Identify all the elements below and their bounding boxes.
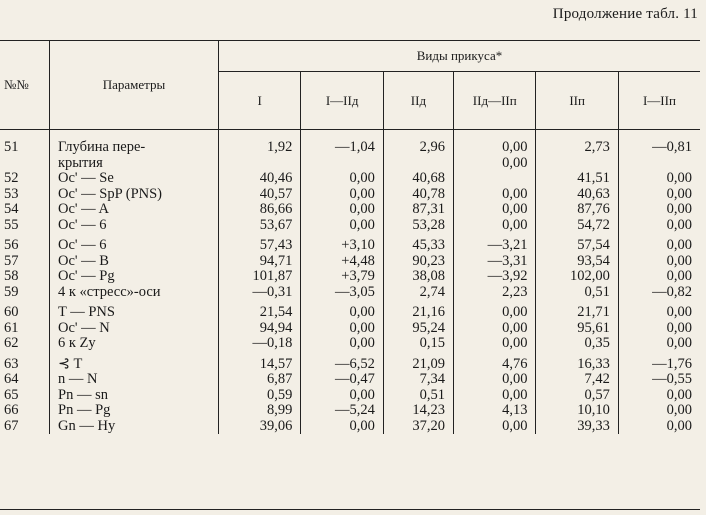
row-value-col6: 0,00	[618, 202, 700, 218]
row-value-col5: 102,00	[536, 269, 618, 285]
row-parameter: Oc' — 6	[50, 233, 219, 254]
row-value-col1: 14,57	[219, 352, 301, 373]
row-value-col2: 0,00	[301, 218, 383, 234]
row-value-col1	[219, 156, 301, 172]
row-value-col4: —3,92	[454, 269, 536, 285]
table-row	[0, 202, 700, 218]
table-row	[0, 388, 700, 404]
row-number: 51	[4, 139, 19, 155]
row-value-col6: 0,00	[618, 233, 700, 254]
row-value-col6: —0,55	[618, 372, 700, 388]
row-number: 65	[4, 386, 19, 403]
row-value-col1: 94,71	[219, 254, 301, 270]
row-value-col5: 57,54	[536, 233, 618, 254]
row-parameter: Oc' — B	[50, 254, 219, 270]
row-value-col2: —1,04	[301, 130, 383, 156]
row-value-col6	[618, 156, 700, 172]
row-value-col1: 86,66	[219, 202, 301, 218]
row-value-col1: 21,54	[219, 300, 301, 321]
table-row	[0, 419, 700, 435]
row-value-col4: 0,00	[454, 419, 536, 435]
row-parameter: 4 к «стресс»-оси	[50, 285, 219, 301]
row-value-col4: 2,23	[454, 285, 536, 301]
row-value-col5: 10,10	[536, 403, 618, 419]
row-number	[0, 156, 50, 172]
row-value-col5: 95,61	[536, 321, 618, 337]
row-value-col6: 0,00	[618, 403, 700, 419]
row-number: 61	[4, 319, 19, 336]
row-value-col5: 16,33	[536, 352, 618, 373]
row-value-col6: 0,00	[618, 300, 700, 321]
row-value-col2: 0,00	[301, 300, 383, 321]
table-caption: Продолжение табл. 11	[552, 6, 698, 22]
row-value-col5: 0,35	[536, 336, 618, 352]
table-bottom-rule	[0, 509, 700, 510]
row-value-col2: —3,05	[301, 285, 383, 301]
row-value-col2: 0,00	[301, 202, 383, 218]
table-row	[0, 254, 700, 270]
table-row	[0, 156, 700, 172]
parameters-table	[0, 40, 700, 434]
row-number: 62	[4, 335, 19, 351]
table-row	[0, 372, 700, 388]
row-value-col4: —3,21	[454, 233, 536, 254]
row-value-col5	[536, 156, 618, 172]
table-row	[0, 285, 700, 301]
row-value-col3: 95,24	[383, 321, 453, 337]
table-row	[0, 336, 700, 352]
row-parameter: Глубина пере-	[50, 130, 219, 156]
row-value-col3: 14,23	[383, 403, 453, 419]
row-value-col3: 2,96	[383, 130, 453, 156]
row-value-col6: 0,00	[618, 388, 700, 404]
table-row	[0, 218, 700, 234]
row-value-col6: 0,00	[618, 187, 700, 203]
row-value-col1: 8,99	[219, 403, 301, 419]
row-value-col4: 0,00	[454, 388, 536, 404]
row-value-col4: 0,00	[454, 130, 536, 156]
row-value-col5: 93,54	[536, 254, 618, 270]
row-value-col2: —5,24	[301, 403, 383, 419]
row-value-col6: 0,00	[618, 321, 700, 337]
row-parameter: n — N	[50, 372, 219, 388]
row-value-col4: 0,00	[454, 156, 536, 172]
row-value-col5: 21,71	[536, 300, 618, 321]
row-number: 54	[4, 201, 19, 217]
row-value-col4: 0,00	[454, 300, 536, 321]
table-row	[0, 403, 700, 419]
row-value-col2: —0,47	[301, 372, 383, 388]
table-row	[0, 352, 700, 373]
row-value-col2: 0,00	[301, 419, 383, 435]
row-number: 57	[4, 252, 19, 269]
row-value-col3: 90,23	[383, 254, 453, 270]
row-value-col3	[383, 156, 453, 172]
row-value-col5: 0,57	[536, 388, 618, 404]
row-value-col2: 0,00	[301, 171, 383, 187]
row-value-col5: 39,33	[536, 419, 618, 435]
row-parameter: Oc' — 6	[50, 218, 219, 234]
row-value-col4: 0,00	[454, 372, 536, 388]
row-value-col1: 40,57	[219, 187, 301, 203]
row-parameter: Oc' — N	[50, 321, 219, 337]
row-value-col1: 53,67	[219, 218, 301, 234]
row-value-col4: 0,00	[454, 187, 536, 203]
row-number: 67	[4, 417, 19, 434]
row-parameter: Pn — Pg	[50, 403, 219, 419]
row-value-col5: 2,73	[536, 130, 618, 156]
row-value-col4: 4,76	[454, 352, 536, 373]
row-value-col1: —0,31	[219, 285, 301, 301]
row-value-col3: 45,33	[383, 233, 453, 254]
header-group: Виды прикуса*	[219, 41, 701, 72]
table-row	[0, 233, 700, 254]
row-value-col2: +3,10	[301, 233, 383, 254]
row-parameter: Oc' — Pg	[50, 269, 219, 285]
row-value-col4: 4,13	[454, 403, 536, 419]
row-number: 59	[4, 283, 19, 300]
row-value-col1: 0,59	[219, 388, 301, 404]
col-head-6: I—IIп	[618, 72, 700, 130]
row-value-col6: 0,00	[618, 419, 700, 435]
row-value-col6: 0,00	[618, 218, 700, 234]
row-number: 55	[4, 216, 19, 233]
row-parameter: Oc' — A	[50, 202, 219, 218]
col-head-3: IIд	[383, 72, 453, 130]
row-value-col6: 0,00	[618, 269, 700, 285]
row-value-col2: 0,00	[301, 187, 383, 203]
row-value-col3: 2,74	[383, 285, 453, 301]
table-row	[0, 269, 700, 285]
row-parameter: крытия	[50, 156, 219, 172]
row-value-col3: 21,09	[383, 352, 453, 373]
row-value-col3: 0,51	[383, 388, 453, 404]
row-parameter: Oc' — Se	[50, 171, 219, 187]
row-value-col2: +4,48	[301, 254, 383, 270]
row-value-col1: 40,46	[219, 171, 301, 187]
row-value-col6: —1,76	[618, 352, 700, 373]
row-parameter: Pn — sn	[50, 388, 219, 404]
row-value-col3: 7,34	[383, 372, 453, 388]
row-parameter: Oc' — SpP (PNS)	[50, 187, 219, 203]
table-row	[0, 321, 700, 337]
header-num: №№	[0, 41, 50, 130]
col-head-4: IIд—IIп	[454, 72, 536, 130]
row-value-col5: 54,72	[536, 218, 618, 234]
row-value-col2: —6,52	[301, 352, 383, 373]
row-number: 58	[4, 268, 19, 284]
row-value-col2: 0,00	[301, 321, 383, 337]
row-value-col4: 0,00	[454, 336, 536, 352]
row-value-col1: 39,06	[219, 419, 301, 435]
row-value-col3: 87,31	[383, 202, 453, 218]
row-number: 64	[4, 371, 19, 387]
header-param: Параметры	[50, 41, 219, 130]
row-value-col4	[454, 171, 536, 187]
row-value-col5: 0,51	[536, 285, 618, 301]
row-number: 66	[4, 402, 19, 418]
row-number: 52	[4, 170, 19, 186]
row-value-col4: 0,00	[454, 218, 536, 234]
row-number: 53	[4, 185, 19, 202]
row-value-col1: 94,94	[219, 321, 301, 337]
row-value-col2	[301, 156, 383, 172]
row-value-col3: 53,28	[383, 218, 453, 234]
row-value-col6: 0,00	[618, 171, 700, 187]
row-value-col1: 1,92	[219, 130, 301, 156]
col-head-2: I—IIд	[301, 72, 383, 130]
table-row	[0, 171, 700, 187]
row-value-col3: 0,15	[383, 336, 453, 352]
row-parameter: ⊰ T	[50, 352, 219, 373]
row-value-col4: 0,00	[454, 202, 536, 218]
table-row	[0, 130, 700, 156]
row-value-col3: 40,78	[383, 187, 453, 203]
row-value-col5: 7,42	[536, 372, 618, 388]
row-value-col2: 0,00	[301, 336, 383, 352]
row-value-col6: 0,00	[618, 254, 700, 270]
table-row	[0, 187, 700, 203]
row-value-col2: 0,00	[301, 388, 383, 404]
row-parameter: Gn — Hy	[50, 419, 219, 435]
row-value-col3: 37,20	[383, 419, 453, 435]
row-value-col4: —3,31	[454, 254, 536, 270]
col-head-1: I	[219, 72, 301, 130]
row-value-col2: +3,79	[301, 269, 383, 285]
row-value-col1: —0,18	[219, 336, 301, 352]
row-value-col3: 21,16	[383, 300, 453, 321]
row-parameter: T — PNS	[50, 300, 219, 321]
row-number: 63	[4, 355, 19, 372]
row-value-col1: 101,87	[219, 269, 301, 285]
row-parameter: 6 к Zy	[50, 336, 219, 352]
row-value-col1: 6,87	[219, 372, 301, 388]
row-value-col6: —0,82	[618, 285, 700, 301]
row-value-col5: 40,63	[536, 187, 618, 203]
col-head-5: IIп	[536, 72, 618, 130]
row-value-col3: 40,68	[383, 171, 453, 187]
row-value-col6: —0,81	[618, 130, 700, 156]
row-value-col5: 87,76	[536, 202, 618, 218]
row-number: 60	[4, 304, 19, 320]
row-value-col1: 57,43	[219, 233, 301, 254]
row-number: 56	[4, 237, 19, 253]
row-value-col5: 41,51	[536, 171, 618, 187]
row-value-col4: 0,00	[454, 321, 536, 337]
table-row	[0, 300, 700, 321]
row-value-col3: 38,08	[383, 269, 453, 285]
row-value-col6: 0,00	[618, 336, 700, 352]
